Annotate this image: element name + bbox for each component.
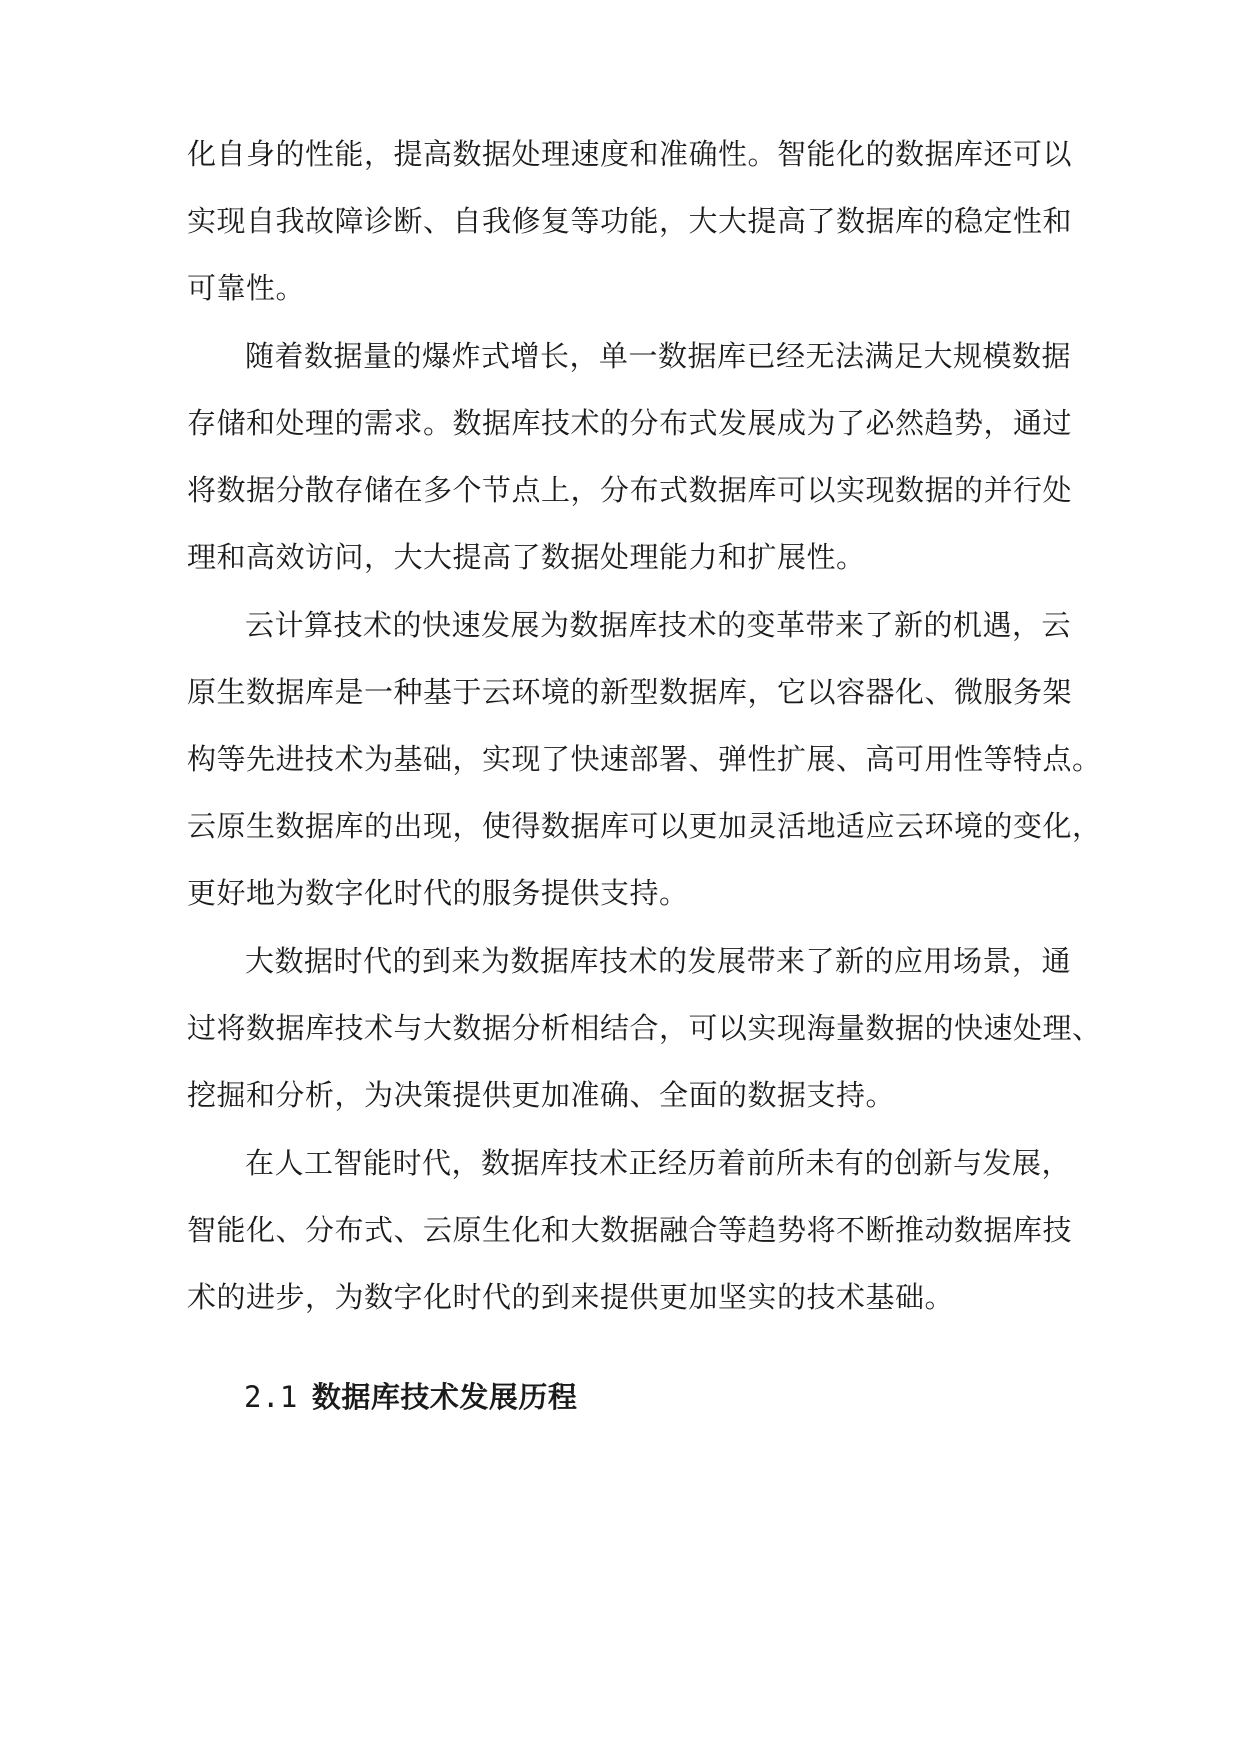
paragraph-5-line-1: 在人工智能时代，数据库技术正经历着前所未有的创新与发展， <box>245 1146 1072 1180</box>
paragraph-4-line-3: 挖掘和分析，为决策提供更加准确、全面的数据支持。 <box>187 1078 896 1112</box>
paragraph-4-line-2: 过将数据库技术与大数据分析相结合，可以实现海量数据的快速处理、 <box>187 1011 1102 1045</box>
paragraph-2-line-3: 将数据分散存储在多个节点上，分布式数据库可以实现数据的并行处 <box>187 473 1073 507</box>
section-title: 数据库技术发展历程 <box>311 1380 578 1414</box>
paragraph-5-line-2: 智能化、分布式、云原生化和大数据融合等趋势将不断推动数据库技 <box>187 1213 1073 1247</box>
paragraph-2-line-4: 理和高效访问，大大提高了数据处理能力和扩展性。 <box>187 540 866 574</box>
paragraph-3-line-4: 云原生数据库的出现，使得数据库可以更加灵活地适应云环境的变化， <box>187 809 1102 843</box>
section-number: 2.1 <box>244 1380 298 1414</box>
paragraph-3-line-1: 云计算技术的快速发展为数据库技术的变革带来了新的机遇，云 <box>245 608 1072 642</box>
paragraph-4-line-1: 大数据时代的到来为数据库技术的发展带来了新的应用场景，通 <box>245 944 1072 978</box>
paragraph-1-line-1: 化自身的性能，提高数据处理速度和准确性。智能化的数据库还可以 <box>187 137 1073 171</box>
paragraph-2-line-1: 随着数据量的爆炸式增长，单一数据库已经无法满足大规模数据 <box>245 339 1072 373</box>
paragraph-3-line-3: 构等先进技术为基础，实现了快速部署、弹性扩展、高可用性等特点。 <box>187 742 1102 776</box>
paragraph-3-line-2: 原生数据库是一种基于云环境的新型数据库，它以容器化、微服务架 <box>187 675 1073 709</box>
paragraph-3-line-5: 更好地为数字化时代的服务提供支持。 <box>187 876 689 910</box>
paragraph-5-line-3: 术的进步，为数字化时代的到来提供更加坚实的技术基础。 <box>187 1280 955 1314</box>
paragraph-1-line-3: 可靠性。 <box>187 271 306 305</box>
section-heading <box>244 1377 577 1417</box>
paragraph-2-line-2: 存储和处理的需求。数据库技术的分布式发展成为了必然趋势，通过 <box>187 406 1073 440</box>
paragraph-1-line-2: 实现自我故障诊断、自我修复等功能，大大提高了数据库的稳定性和 <box>187 204 1073 238</box>
